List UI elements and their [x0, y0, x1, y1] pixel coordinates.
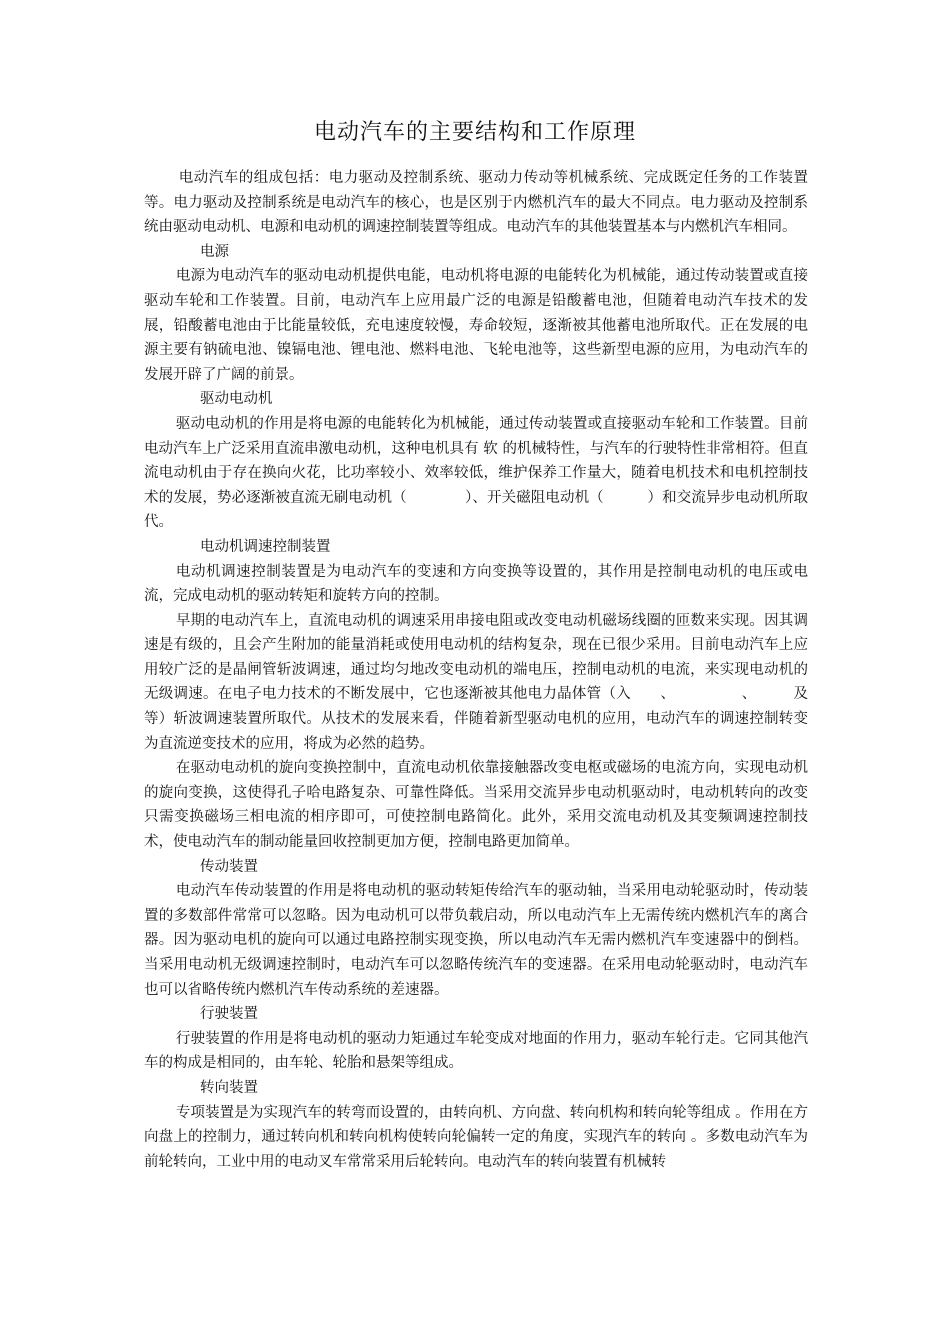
section-heading-steering: 转向装置 — [200, 1079, 258, 1096]
paragraph-transmission: 电动汽车传动装置的作用是将电动机的驱动转矩传给汽车的驱动轴，当采用电动轮驱动时，传动装置的多数部件常常可以忽略。因为电动机可以带负载启动，所以电动汽车上无需传统内燃机汽车的离合器。因为驱动电机的旋向可以通过电路控制实现变换，所以电动汽车无需内燃机汽车变速器中的倒档。当采用电动机无级调速控制时，电动汽车可以忽略传统汽车的变速器。在采用电动轮驱动时，电动汽车也可以省略传统内燃机汽车传动系统的差速器。 — [144, 883, 808, 998]
document-title: 电动汽车的主要结构和工作原理 — [313, 120, 636, 145]
section-heading-running-gear: 行驶装置 — [200, 1006, 258, 1023]
paragraph-speed-control-2: 早期的电动汽车上，直流电动机的调速采用串接电阻或改变电动机磁场线圈的匝数来实现。因其调速是有级的，且会产生附加的能量消耗或使用电动机的结构复杂，现在已很少采用。目前电动汽车上应用较广泛的是晶闸管斩波调速，通过均匀地改变电动机的端电压，控制电动机的电流，来实现电动机的无级调速。在电子电力技术的不断发展中，它也逐渐被其他电力晶体管（入 、 、 及 等）斩波调速装置所取代。从技术的发展来看，伴随着新型驱动电机的应用，电动汽车的调速控制转变为直流逆变技术的应用，将成为必然的趋势。 — [144, 612, 852, 752]
document-body — [144, 166, 852, 1174]
paragraph-speed-control-3: 在驱动电动机的旋向变换控制中，直流电动机依靠接触器改变电枢或磁场的电流方向，实现电动机的旋向变换，这使得孔子哈电路复杂、可靠性降低。当采用交流异步电动机驱动时，电动机转向的改变只需变换磁场三相电流的相序即可，可使控制电路简化。此外，采用交流电动机及其变频调速控制技术，使电动汽车的制动能量回收控制更加方便，控制电路更加简单。 — [144, 760, 808, 851]
section-heading-power-source: 电源 — [200, 243, 229, 260]
intro-paragraph: 电动汽车的组成包括：电力驱动及控制系统、驱动力传动等机械系统、完成既定任务的工作装置等。电力驱动及控制系统是电动汽车的核心，也是区别于内燃机汽车的最大不同点。电力驱动及控制系统由驱动电动机、电源和电动机的调速控制装置等组成。电动汽车的其他装置基本与内燃机汽车相同。 — [144, 170, 808, 236]
paragraph-drive-motor: 驱动电动机的作用是将电源的电能转化为机械能，通过传动装置或直接驱动车轮和工作装置。目前电动汽车上广泛采用直流串激电动机，这种电机具有 软 的机械特性，与汽车的行驶特性非常相符。但直流电动机由于存在换向火花，比功率较小、效率较低，维护保养工作量大，随着电机技术和电机控制技术的发展，势必逐渐被直流无刷电动机（ ）、开关磁阻电动机（ ）和交流异步电动机所取代。 — [144, 415, 808, 531]
paragraph-speed-control-1: 电动机调速控制装置是为电动汽车的变速和方向变换等设置的，其作用是控制电动机的电压或电流，完成电动机的驱动转矩和旋转方向的控制。 — [144, 563, 808, 605]
paragraph-running-gear: 行驶装置的作用是将电动机的驱动力矩通过车轮变成对地面的作用力，驱动车轮行走。它同其他汽车的构成是相同的，由车轮、轮胎和悬架等组成。 — [144, 1030, 808, 1072]
paragraph-steering: 专项装置是为实现汽车的转弯而设置的，由转向机、方向盘、转向机构和转向轮等组成 。作用在方向盘上的控制力，通过转向机和转向机构使转向轮偏转一定的角度，实现汽车的转向 。多数电动汽车为前轮转向，工业中用的电动叉车常常采用后轮转向。电动汽车的转向装置有机械转 — [144, 1104, 808, 1170]
paragraph-power-source: 电源为电动汽车的驱动电动机提供电能，电动机将电源的电能转化为机械能，通过传动装置或直接驱动车轮和工作装置。目前，电动汽车上应用最广泛的电源是铅酸蓄电池，但随着电动汽车技术的发展，铅酸蓄电池由于比能量较低，充电速度较慢，寿命较短，逐渐被其他蓄电池所取代。正在发展的电源主要有钠硫电池、镍镉电池、锂电池、燃料电池、飞轮电池等，这些新型电源的应用，为电动汽车的发展开辟了广阔的前景。 — [144, 268, 808, 383]
section-heading-transmission: 传动装置 — [200, 858, 258, 875]
section-heading-speed-control: 电动机调速控制装置 — [200, 538, 331, 555]
section-heading-drive-motor: 驱动电动机 — [200, 391, 273, 408]
